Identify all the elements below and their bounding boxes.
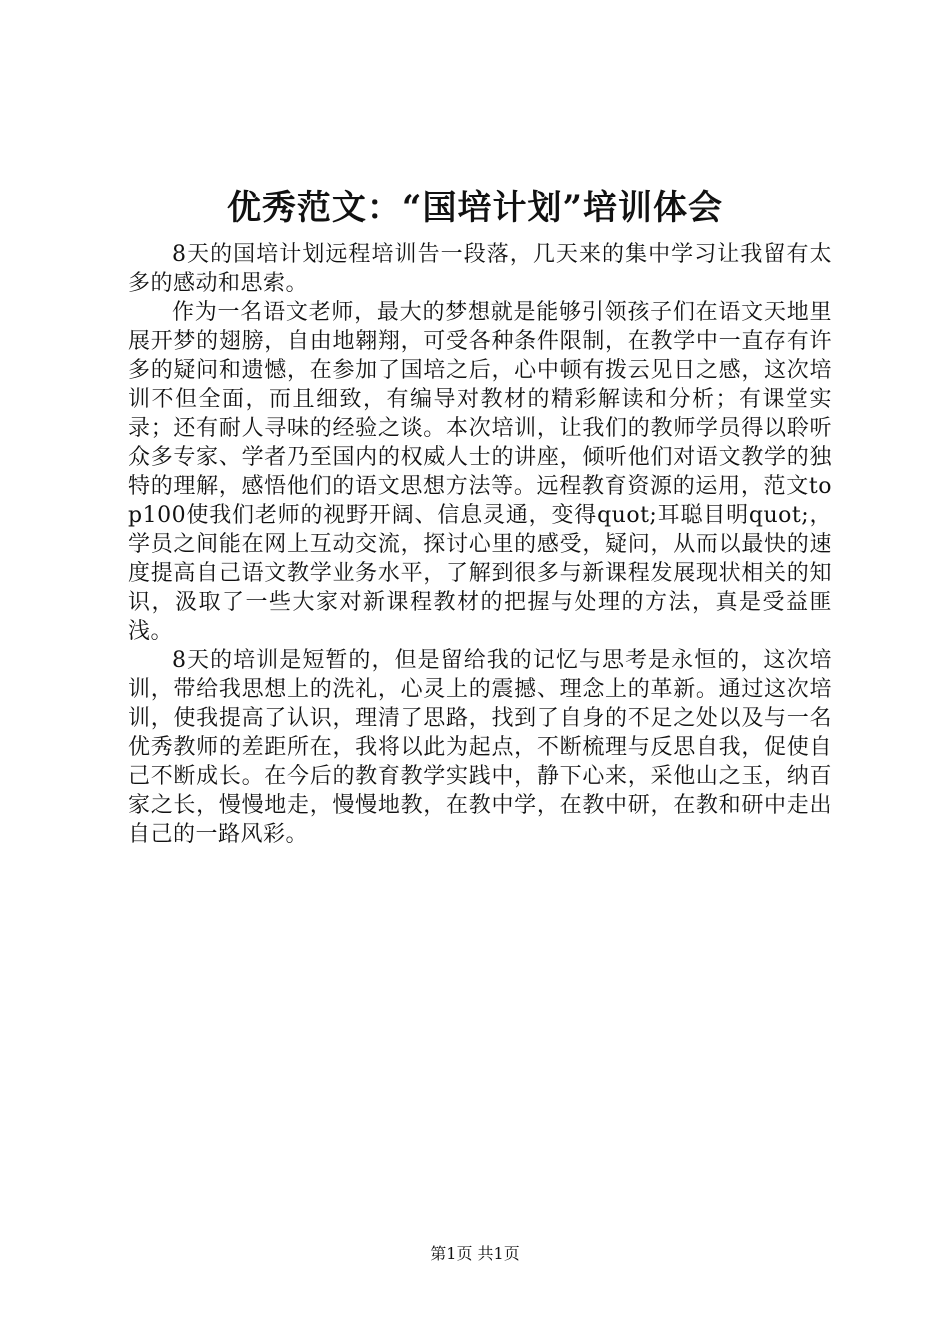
document-body xyxy=(128,240,832,849)
paragraph-3: 8天的培训是短暂的，但是留给我的记忆与思考是永恒的，这次培训，带给我思想上的洗礼，心灵上的震撼、理念上的革新。通过这次培训，使我提高了认识，理清了思路，找到了自身的不足之处以及与一名优秀教师的差距所在，我将以此为起点，不断梳理与反思自我，促使自己不断成长。在今后的教育教学实践中，静下心来，采他山之玉，纳百家之长，慢慢地走，慢慢地教，在教中学，在教中研，在教和研中走出自己的一路风彩。 xyxy=(128,648,832,847)
page-number-footer: 第1页 共1页 xyxy=(430,1244,520,1263)
document-title: 优秀范文：“国培计划”培训体会 xyxy=(226,188,724,228)
paragraph-2: 作为一名语文老师，最大的梦想就是能够引领孩子们在语文天地里展开梦的翅膀，自由地翱翔，可受各种条件限制，在教学中一直存有许多的疑问和遗憾，在参加了国培之后，心中顿有拨云见日之感，这次培训不但全面，而且细致，有编导对教材的精彩解读和分析；有课堂实录；还有耐人寻味的经验之谈。本次培训，让我们的教师学员得以聆听众多专家、学者乃至国内的权威人士的讲座，倾听他们对语文教学的独特的理解，感悟他们的语文思想方法等。远程教育资源的运用，范文top100使我们老师的视野开阔、信息灵通，变得quot;耳聪目明quot;，学员之间能在网上互动交流，探讨心里的感受，疑问，从而以最快的速度提高自己语文教学业务水平，了解到很多与新课程发展现状相关的知识，汲取了一些大家对新课程教材的把握与处理的方法，真是受益匪浅。 xyxy=(128,300,832,644)
paragraph-1: 8天的国培计划远程培训告一段落，几天来的集中学习让我留有太多的感动和思索。 xyxy=(128,242,832,296)
